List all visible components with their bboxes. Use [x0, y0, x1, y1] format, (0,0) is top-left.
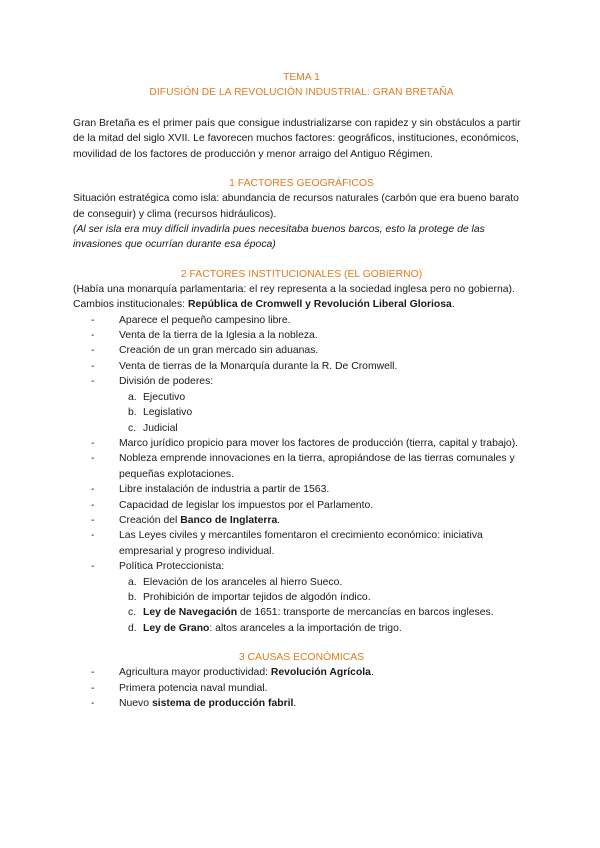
- list-item-text: División de poderes:: [119, 376, 214, 388]
- list-item: - Venta de la tierra de la Iglesia a la nobleza.: [73, 328, 530, 343]
- sublist-marker: b.: [128, 407, 137, 419]
- sistema-fabril-bold: sistema de producción fabril: [151, 698, 294, 709]
- banco-suffix: .: [277, 514, 281, 526]
- sublist-text: Ejecutivo: [143, 391, 186, 403]
- sistema-suffix: .: [293, 698, 297, 709]
- list-item-text: Política Proteccionista:: [119, 561, 225, 573]
- sublist-text: Prohibición de importar tejidos de algodón índico.: [143, 591, 371, 603]
- agricultura-prefix: Agricultura mayor productividad:: [119, 667, 271, 679]
- proteccionista-sublist: [73, 575, 530, 637]
- banco-bold: Banco de Inglaterra: [180, 514, 278, 526]
- sublist-marker: a.: [128, 391, 137, 403]
- agricultura-suffix: .: [370, 667, 374, 679]
- ley-grano-bold: Ley de Grano: [143, 622, 210, 634]
- institucionales-list: [73, 313, 530, 637]
- sublist-item: [73, 421, 530, 436]
- list-item: - Aparece el pequeño campesino libre.: [73, 313, 530, 328]
- list-item: - Capacidad de legislar los impuestos por el Parlamento.: [73, 498, 530, 513]
- cambios-prefix: Cambios institucionales:: [73, 299, 188, 311]
- economicas-list: [73, 665, 530, 711]
- document-title: DIFUSIÓN DE LA REVOLUCIÓN INDUSTRIAL: GRAN BRETAÑA: [149, 87, 454, 98]
- list-item: [73, 374, 530, 436]
- banco-prefix: Creación del: [119, 514, 181, 526]
- sublist-marker: a.: [128, 576, 137, 588]
- cambios-bold: República de Cromwell y Revolución Liberal Gloriosa: [187, 299, 452, 311]
- sublist-marker: d.: [128, 622, 137, 634]
- ley-navegacion-bold: Ley de Navegación: [143, 607, 238, 619]
- cambios-institucionales: [73, 297, 530, 312]
- list-item: - Libre instalación de industria a partir de 1563.: [73, 482, 530, 497]
- list-item: - Creación de un gran mercado sin aduanas.: [73, 343, 530, 358]
- poderes-sublist: [73, 390, 530, 436]
- sublist-text: Judicial: [143, 422, 178, 434]
- sublist-marker: c.: [128, 422, 137, 434]
- list-item: [73, 513, 530, 528]
- sublist-item: [73, 605, 530, 620]
- geograficos-note: (Al ser isla era muy difícil invadirla pues necesitaba buenos barcos, esto la protege de las invasiones que ocurrían durante esa época): [73, 224, 485, 251]
- intro-paragraph: Gran Bretaña es el primer país que consigue industrializarse con rapidez y sin obstáculos a partir de la mitad del siglo XVII. Le favorecen muchos factores: geográficos, instituciones, económicos, movilidad de los factores de producción y menor arraigo del Antiguo Régimen.: [73, 118, 521, 160]
- sublist-text: de 1651: transporte de mercancías en barcos ingleses.: [237, 607, 494, 619]
- list-item: - Primera potencia naval mundial.: [73, 681, 530, 696]
- list-item: - Nobleza emprende innovaciones en la tierra, apropiándose de las tierras comunales y pequeñas explotaciones.: [73, 451, 530, 482]
- sublist-item: [73, 390, 530, 405]
- list-item: - Marco jurídico propicio para mover los factores de producción (tierra, capital y trabajo).: [73, 436, 530, 451]
- list-item: [73, 665, 530, 680]
- revolucion-agricola-bold: Revolución Agrícola: [270, 667, 371, 679]
- section-heading-geograficos: 1 FACTORES GEOGRÁFICOS: [229, 178, 374, 190]
- sublist-marker: c.: [128, 607, 137, 619]
- sublist-item: [73, 590, 530, 605]
- list-item: - Venta de tierras de la Monarquía durante la R. De Cromwell.: [73, 359, 530, 374]
- section-heading-institucionales: 2 FACTORES INSTITUCIONALES (EL GOBIERNO): [180, 268, 423, 280]
- list-item: - Las Leyes civiles y mercantiles fomentaron el crecimiento económico: iniciativa empresarial y progreso individual.: [73, 528, 530, 559]
- sublist-text: Legislativo: [143, 407, 193, 419]
- cambios-suffix: .: [451, 299, 455, 311]
- section-heading-economicas: 3 CAUSAS ECONÓMICAS: [238, 652, 365, 664]
- institucionales-note: (Había una monarquía parlamentaria: el rey representa a la sociedad inglesa pero no gobierna).: [73, 283, 515, 295]
- sublist-marker: b.: [128, 591, 137, 603]
- topic-label: TEMA 1: [283, 72, 320, 83]
- list-item: [73, 559, 530, 636]
- sistema-prefix: Nuevo: [119, 698, 152, 709]
- sublist-text: Elevación de los aranceles al hierro Sueco.: [143, 576, 343, 588]
- sublist-item: [73, 575, 530, 590]
- sublist-text: : altos aranceles a la importación de trigo.: [209, 622, 402, 634]
- sublist-item: [73, 621, 530, 636]
- geograficos-paragraph: Situación estratégica como isla: abundancia de recursos naturales (carbón que era bueno barato de conseguir) y clima (recursos hidráulicos).: [73, 193, 519, 220]
- sublist-item: [73, 405, 530, 420]
- list-item: [73, 696, 530, 711]
